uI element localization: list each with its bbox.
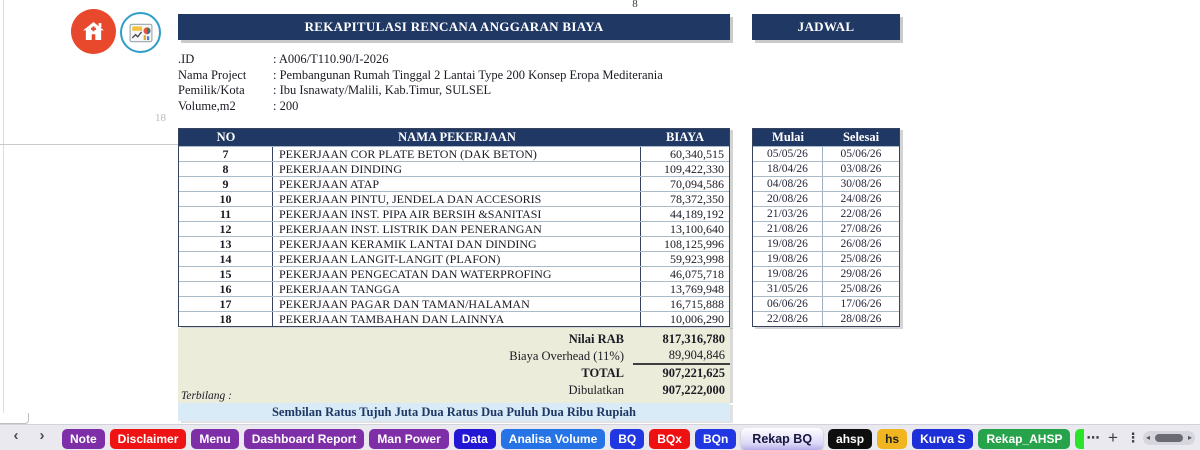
dashboard-chart-icon bbox=[129, 22, 153, 44]
table-row bbox=[179, 161, 729, 176]
sheet-tab-kurva-s[interactable]: Kurva S bbox=[912, 429, 973, 449]
cell-name[interactable]: PEKERJAAN TAMBAHAN DAN LAINNYA bbox=[273, 312, 641, 326]
cell-cost[interactable]: 44,189,192 bbox=[670, 207, 724, 221]
cell-no[interactable]: 13 bbox=[179, 237, 273, 251]
scrollbar-left-icon[interactable]: ◂ bbox=[1146, 433, 1151, 442]
cell-cost[interactable]: 70,094,586 bbox=[670, 177, 724, 191]
tabs-scroll-left-button[interactable]: ‹ bbox=[13, 427, 19, 444]
summary-label: TOTAL bbox=[581, 365, 624, 380]
summary-row bbox=[178, 348, 730, 364]
sheet-tab-hs[interactable]: hs bbox=[877, 429, 907, 449]
cell-end[interactable]: 25/08/26 bbox=[840, 283, 882, 295]
row-header-number: 18 bbox=[155, 112, 166, 124]
cell-name[interactable]: PEKERJAAN COR PLATE BETON (DAK BETON) bbox=[273, 147, 641, 161]
rab-table bbox=[178, 128, 730, 327]
cell-start[interactable]: 31/05/26 bbox=[753, 282, 823, 296]
schedule-table bbox=[752, 128, 900, 327]
schedule-row bbox=[753, 251, 899, 266]
summary-row bbox=[178, 365, 730, 381]
project-info-label: Pemilik/Kota bbox=[178, 83, 245, 97]
schedule-row bbox=[753, 281, 899, 296]
cell-start[interactable]: 22/08/26 bbox=[753, 312, 823, 326]
cell-cost[interactable]: 13,100,640 bbox=[670, 222, 724, 236]
summary-value: 817,316,780 bbox=[662, 331, 725, 346]
project-info-label: .ID bbox=[178, 52, 195, 66]
cell-cost[interactable]: 109,422,330 bbox=[664, 162, 724, 176]
cell-end[interactable]: 29/08/26 bbox=[840, 268, 882, 280]
cell-end[interactable]: 05/06/26 bbox=[840, 148, 882, 160]
table-row bbox=[179, 191, 729, 206]
page-title: REKAPITULASI RENCANA ANGGARAN BIAYA bbox=[178, 14, 730, 40]
cell-cost[interactable]: 10,006,290 bbox=[670, 312, 724, 326]
project-info-label: Nama Project bbox=[178, 67, 247, 82]
frozen-pane-gridline bbox=[0, 144, 178, 145]
schedule-row bbox=[753, 221, 899, 236]
summary-value: 907,222,000 bbox=[662, 382, 725, 397]
summary-value: 907,221,625 bbox=[662, 365, 725, 380]
project-info bbox=[178, 52, 663, 114]
cell-no[interactable]: 7 bbox=[179, 147, 273, 161]
cell-name[interactable]: PEKERJAAN ATAP bbox=[273, 177, 641, 191]
sheet-tab-analisa-volume[interactable]: Analisa Volume bbox=[501, 429, 605, 449]
schedule-row bbox=[753, 296, 899, 311]
schedule-row bbox=[753, 146, 899, 161]
cell-cost[interactable]: 78,372,350 bbox=[670, 192, 724, 206]
sheet-tab-man-power[interactable]: Man Power bbox=[369, 429, 448, 449]
cell-no[interactable]: 16 bbox=[179, 282, 273, 296]
sheet-tab-bq[interactable]: BQ bbox=[610, 429, 644, 449]
cell-no[interactable]: 14 bbox=[179, 252, 273, 266]
cell-name[interactable]: PEKERJAAN PINTU, JENDELA DAN ACCESORIS bbox=[273, 192, 641, 206]
scrollbar-right-icon[interactable]: ▸ bbox=[1187, 433, 1192, 442]
schedule-row bbox=[753, 161, 899, 176]
table-row bbox=[179, 176, 729, 191]
sheet-tab-data[interactable]: Data bbox=[454, 429, 496, 449]
cell-cost[interactable]: 108,125,996 bbox=[664, 237, 724, 251]
table-row bbox=[179, 236, 729, 251]
table-row bbox=[179, 266, 729, 281]
cell-start[interactable]: 04/08/26 bbox=[753, 177, 823, 191]
table-row bbox=[179, 206, 729, 221]
column-header-name: NAMA PEKERJAAN bbox=[398, 130, 516, 144]
cell-start[interactable]: 05/05/26 bbox=[753, 147, 823, 161]
summary-row bbox=[178, 382, 730, 398]
summary-label: Dibulatkan bbox=[568, 382, 624, 397]
home-button[interactable] bbox=[71, 9, 116, 54]
cell-name[interactable]: PEKERJAAN PAGAR DAN TAMAN/HALAMAN bbox=[273, 297, 641, 311]
schedule-row bbox=[753, 191, 899, 206]
terbilang-label: Terbilang : bbox=[181, 390, 233, 402]
project-info-value: : Pembangunan Rumah Tinggal 2 Lantai Type 200 Konsep Eropa Mediterania bbox=[273, 67, 663, 82]
cell-no[interactable]: 10 bbox=[179, 192, 273, 206]
sheet-tab-disclaimer[interactable]: Disclaimer bbox=[110, 429, 187, 449]
cell-start[interactable]: 21/03/26 bbox=[753, 207, 823, 221]
summary-value: 89,904,846 bbox=[633, 348, 730, 365]
project-info-row bbox=[178, 99, 663, 115]
cell-start[interactable]: 20/08/26 bbox=[753, 192, 823, 206]
project-info-row bbox=[178, 52, 663, 68]
project-info-value: : 200 bbox=[273, 98, 299, 113]
sheet-tab-ahsp[interactable]: ahsp bbox=[828, 429, 872, 449]
cell-end[interactable]: 26/08/26 bbox=[840, 238, 882, 250]
table-row bbox=[179, 296, 729, 311]
project-info-label: Volume,m2 bbox=[178, 98, 236, 113]
schedule-table-header bbox=[753, 129, 899, 146]
tab-menu-icon[interactable]: ⋮ bbox=[1126, 430, 1140, 445]
cell-end[interactable]: 28/08/26 bbox=[840, 313, 882, 325]
cell-end[interactable]: 03/08/26 bbox=[840, 163, 882, 175]
summary-label: Biaya Overhead (11%) bbox=[509, 348, 624, 363]
sheet-tab-bar bbox=[0, 424, 1200, 450]
schedule-table-body bbox=[753, 146, 899, 326]
cell-name[interactable]: PEKERJAAN TANGGA bbox=[273, 282, 641, 296]
cell-cost[interactable]: 59,923,998 bbox=[670, 252, 724, 266]
cell-start[interactable]: 19/08/26 bbox=[753, 267, 823, 281]
column-header-number: 8 bbox=[632, 0, 638, 10]
rab-table-header bbox=[179, 129, 729, 146]
table-row bbox=[179, 281, 729, 296]
column-header-cost: BIAYA bbox=[666, 130, 704, 144]
terbilang-text: Sembilan Ratus Tujuh Juta Dua Ratus Dua Puluh Dua Ribu Rupiah bbox=[178, 403, 730, 421]
sheet-tab-dashboard-report[interactable]: Dashboard Report bbox=[244, 429, 365, 449]
table-row bbox=[179, 221, 729, 236]
project-info-value: : Ibu Isnawaty/Malili, Kab.Timur, SULSEL bbox=[273, 83, 492, 97]
add-sheet-icon[interactable]: + bbox=[1108, 428, 1118, 447]
cell-end[interactable]: 17/06/26 bbox=[840, 298, 882, 310]
cell-no[interactable]: 11 bbox=[179, 207, 273, 221]
cell-no[interactable]: 17 bbox=[179, 297, 273, 311]
cell-no[interactable]: 15 bbox=[179, 267, 273, 281]
cell-no[interactable]: 18 bbox=[179, 312, 273, 326]
cell-no[interactable]: 8 bbox=[179, 162, 273, 176]
cell-cost[interactable]: 46,075,718 bbox=[670, 267, 724, 281]
cell-end[interactable]: 27/08/26 bbox=[840, 223, 882, 235]
cell-start[interactable]: 18/04/26 bbox=[753, 162, 823, 176]
project-info-value: : A006/T110.90/I-2026 bbox=[273, 52, 389, 66]
schedule-row bbox=[753, 236, 899, 251]
cell-start[interactable]: 19/08/26 bbox=[753, 237, 823, 251]
horizontal-scrollbar[interactable] bbox=[1143, 431, 1195, 445]
cell-end[interactable]: 22/08/26 bbox=[840, 208, 882, 220]
cell-name[interactable]: PEKERJAAN DINDING bbox=[273, 162, 641, 176]
cell-end[interactable]: 30/08/26 bbox=[840, 178, 882, 190]
cell-cost[interactable]: 16,715,888 bbox=[670, 297, 724, 311]
sheet-left-gridline bbox=[3, 0, 4, 421]
cell-end[interactable]: 24/08/26 bbox=[840, 193, 882, 205]
cell-name[interactable]: PEKERJAAN PENGECATAN DAN WATERPROFING bbox=[273, 267, 641, 281]
dashboard-button[interactable] bbox=[120, 12, 161, 53]
cell-no[interactable]: 9 bbox=[179, 177, 273, 191]
tabs-scroll-right-button[interactable]: › bbox=[39, 427, 45, 444]
summary-row bbox=[178, 331, 730, 347]
home-icon bbox=[80, 18, 107, 45]
column-header-no: NO bbox=[216, 130, 236, 144]
column-header-start: Mulai bbox=[772, 130, 804, 144]
cell-cost[interactable]: 13,769,948 bbox=[670, 282, 724, 296]
sheet-tab-note[interactable]: Note bbox=[62, 429, 105, 449]
summary-label: Nilai RAB bbox=[568, 331, 624, 346]
more-tabs-icon[interactable]: ⋯ bbox=[1086, 430, 1100, 445]
sheet-tab-rekap-ahsp[interactable]: Rekap_AHSP bbox=[978, 429, 1070, 449]
scrollbar-thumb[interactable] bbox=[1155, 434, 1183, 442]
cell-name[interactable]: PEKERJAAN INST. LISTRIK DAN PENERANGAN bbox=[273, 222, 641, 236]
cell-name[interactable]: PEKERJAAN INST. PIPA AIR BERSIH &SANITASI bbox=[273, 207, 641, 221]
schedule-row bbox=[753, 206, 899, 221]
project-info-row bbox=[178, 83, 663, 99]
cell-no[interactable]: 12 bbox=[179, 222, 273, 236]
cell-start[interactable]: 06/06/26 bbox=[753, 297, 823, 311]
summary-rows bbox=[178, 331, 730, 398]
schedule-row bbox=[753, 176, 899, 191]
sheet-tab-menu[interactable]: Menu bbox=[191, 429, 238, 449]
cell-name[interactable]: PEKERJAAN LANGIT-LANGIT (PLAFON) bbox=[273, 252, 641, 266]
cell-start[interactable]: 21/08/26 bbox=[753, 222, 823, 236]
column-header-end: Selesai bbox=[842, 130, 880, 144]
summary-block bbox=[178, 328, 730, 403]
sheet-tab-rekap-bq[interactable]: Rekap BQ bbox=[741, 428, 823, 450]
sheet-corner-notch bbox=[0, 413, 29, 424]
schedule-row bbox=[753, 266, 899, 281]
sheet-tabs bbox=[62, 428, 1084, 450]
table-row bbox=[179, 311, 729, 326]
schedule-row bbox=[753, 311, 899, 326]
cell-start[interactable]: 19/08/26 bbox=[753, 252, 823, 266]
table-row bbox=[179, 146, 729, 161]
sheet-tab-ahsp-user[interactable] bbox=[1075, 429, 1084, 449]
cell-cost[interactable]: 60,340,515 bbox=[670, 147, 724, 161]
table-row bbox=[179, 251, 729, 266]
cell-name[interactable]: PEKERJAAN KERAMIK LANTAI DAN DINDING bbox=[273, 237, 641, 251]
sheet-tab-bqx[interactable]: BQx bbox=[649, 429, 690, 449]
jadwal-header: JADWAL bbox=[752, 14, 900, 40]
rab-table-body bbox=[179, 146, 729, 326]
cell-end[interactable]: 25/08/26 bbox=[840, 253, 882, 265]
project-info-row bbox=[178, 68, 663, 84]
sheet-tab-bqn[interactable]: BQn bbox=[695, 429, 736, 449]
